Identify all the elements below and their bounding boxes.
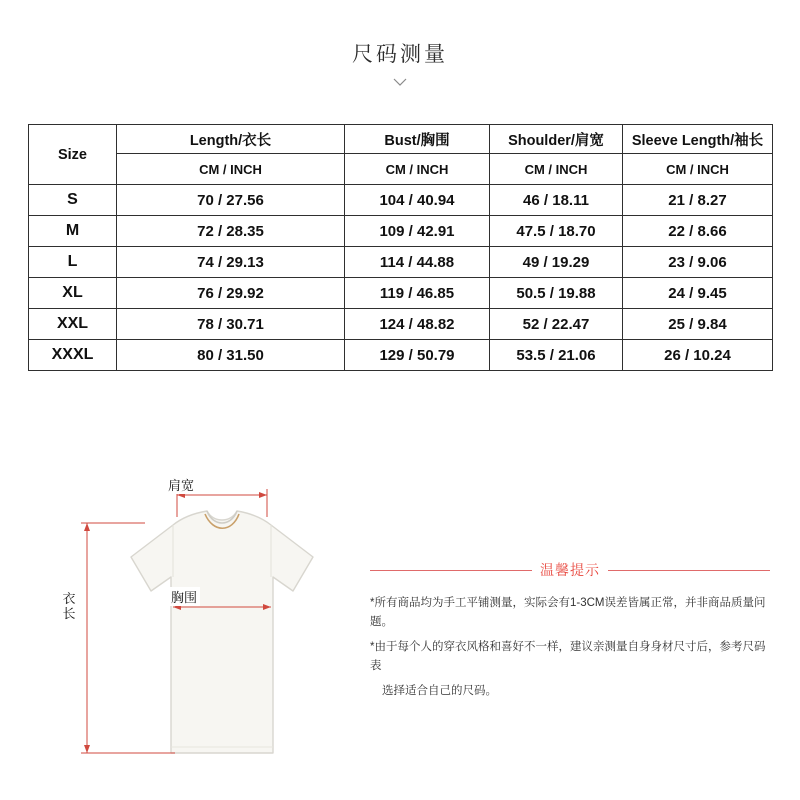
tips-title: 温馨提示 <box>540 562 600 578</box>
table-row <box>29 216 773 247</box>
tips-line-2: *由于每个人的穿衣风格和喜好不一样，建议亲测量自身身材尺寸后，参考尺码表 <box>370 641 766 672</box>
cell-sleeve: 22 / 8.66 <box>623 216 773 247</box>
cell-sleeve: 25 / 9.84 <box>623 309 773 340</box>
cell-shoulder: 52 / 22.47 <box>490 309 623 340</box>
tips-header <box>370 560 770 580</box>
cell-bust: 119 / 46.85 <box>345 278 490 309</box>
table-row <box>29 278 773 309</box>
size-table-wrapper <box>28 124 772 371</box>
cell-sleeve: 23 / 9.06 <box>623 247 773 278</box>
page-title-block <box>0 0 800 86</box>
label-bust: 胸围 <box>168 587 200 606</box>
cell-length: 80 / 31.50 <box>117 340 345 371</box>
cell-sleeve: 21 / 8.27 <box>623 185 773 216</box>
cell-sleeve: 24 / 9.45 <box>623 278 773 309</box>
table-row <box>29 247 773 278</box>
table-units-row <box>29 154 773 185</box>
tips-line-2-cont: 选择适合自己的尺码。 <box>382 685 497 697</box>
table-row <box>29 309 773 340</box>
tshirt-illustration <box>55 465 385 795</box>
cell-bust: 129 / 50.79 <box>345 340 490 371</box>
table-header-row <box>29 125 773 154</box>
units-shoulder: CM / INCH <box>490 154 623 185</box>
header-shoulder: Shoulder/肩宽 <box>490 125 623 154</box>
cell-shoulder: 50.5 / 19.88 <box>490 278 623 309</box>
cell-size: M <box>29 216 117 247</box>
table-row <box>29 340 773 371</box>
cell-size: XXL <box>29 309 117 340</box>
table-row <box>29 185 773 216</box>
cell-length: 76 / 29.92 <box>117 278 345 309</box>
tips-divider-right <box>608 570 770 571</box>
cell-length: 70 / 27.56 <box>117 185 345 216</box>
cell-size: S <box>29 185 117 216</box>
units-length: CM / INCH <box>117 154 345 185</box>
measurement-diagram-area <box>0 455 800 800</box>
cell-bust: 124 / 48.82 <box>345 309 490 340</box>
size-chart-table <box>28 124 773 371</box>
header-length: Length/衣长 <box>117 125 345 154</box>
tips-divider-left <box>370 570 532 571</box>
cell-shoulder: 46 / 18.11 <box>490 185 623 216</box>
units-bust: CM / INCH <box>345 154 490 185</box>
cell-shoulder: 47.5 / 18.70 <box>490 216 623 247</box>
cell-size: XL <box>29 278 117 309</box>
cell-bust: 114 / 44.88 <box>345 247 490 278</box>
label-shoulder: 肩宽 <box>165 475 197 494</box>
header-size: Size <box>29 125 117 185</box>
cell-size: XXXL <box>29 340 117 371</box>
cell-bust: 109 / 42.91 <box>345 216 490 247</box>
label-length: 衣长 <box>58 591 80 621</box>
cell-length: 72 / 28.35 <box>117 216 345 247</box>
page-title: 尺码测量 <box>352 43 448 66</box>
cell-shoulder: 49 / 19.29 <box>490 247 623 278</box>
cell-shoulder: 53.5 / 21.06 <box>490 340 623 371</box>
cell-length: 74 / 29.13 <box>117 247 345 278</box>
cell-size: L <box>29 247 117 278</box>
chevron-down-icon <box>393 78 407 86</box>
header-sleeve: Sleeve Length/袖长 <box>623 125 773 154</box>
tips-line-1: *所有商品均为手工平铺测量，实际会有1-3CM误差皆属正常，并非商品质量问题。 <box>370 597 766 628</box>
header-bust: Bust/胸围 <box>345 125 490 154</box>
cell-sleeve: 26 / 10.24 <box>623 340 773 371</box>
cell-bust: 104 / 40.94 <box>345 185 490 216</box>
tips-block <box>370 560 770 707</box>
cell-length: 78 / 30.71 <box>117 309 345 340</box>
units-sleeve: CM / INCH <box>623 154 773 185</box>
